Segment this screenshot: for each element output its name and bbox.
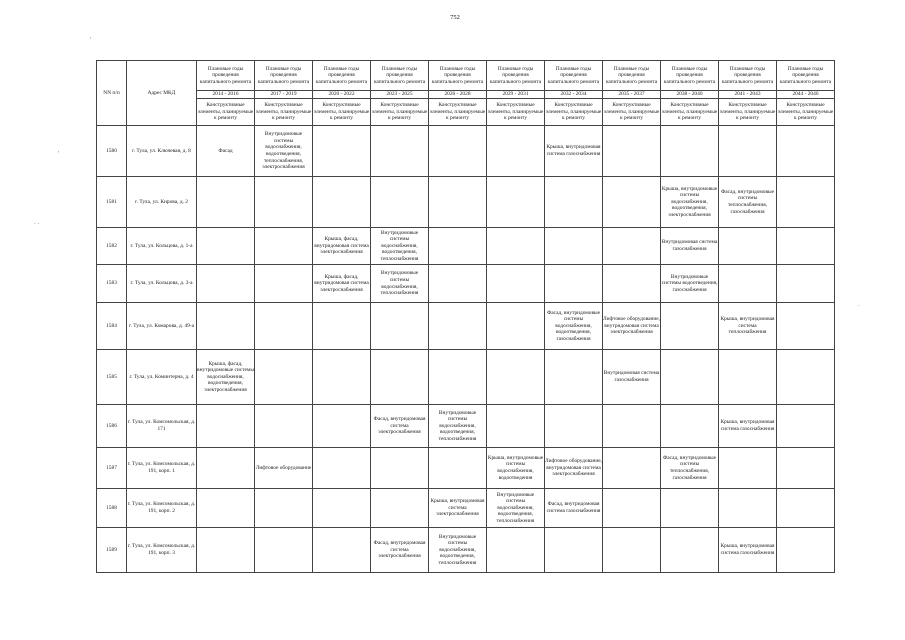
table-cell bbox=[603, 448, 661, 489]
table-cell: Крыша, внутридомовые системы водоснабжения, водоотведения, электроснабжения bbox=[661, 177, 719, 228]
table-row bbox=[97, 177, 835, 228]
table-cell bbox=[197, 405, 255, 448]
row-address: г. Тула, ул. Комсомольская, д. 171 bbox=[127, 405, 197, 448]
col-header-elements: Конструктивные элементы, планируемые к ремонту bbox=[661, 99, 719, 126]
col-header-years: 2038 - 2040 bbox=[661, 91, 719, 99]
table-cell bbox=[313, 177, 371, 228]
row-address: г. Тула, ул. Кирова, д. 2 bbox=[127, 177, 197, 228]
table-cell: Внутридомовые системы водоснабжения, водоотведения, теплоснабжения, электроснабжения bbox=[255, 126, 313, 177]
table-cell bbox=[777, 448, 835, 489]
table-cell bbox=[777, 528, 835, 573]
scan-speck: . . bbox=[34, 218, 40, 226]
table-cell bbox=[197, 528, 255, 573]
row-number: 1580 bbox=[97, 126, 127, 177]
row-address: г. Тула, ул. Кольцова, д. 3-а bbox=[127, 265, 197, 303]
table-cell: Внутридомовая система газоснабжения bbox=[661, 228, 719, 265]
table-cell bbox=[545, 228, 603, 265]
col-header-period: Плановые годы проведения капитального ремонта bbox=[719, 61, 777, 91]
table-cell bbox=[371, 448, 429, 489]
table-cell bbox=[429, 228, 487, 265]
table-cell bbox=[603, 405, 661, 448]
table-cell bbox=[313, 528, 371, 573]
col-header-years: 2035 - 2037 bbox=[603, 91, 661, 99]
table-row bbox=[97, 405, 835, 448]
row-number: 1581 bbox=[97, 177, 127, 228]
table-cell bbox=[603, 126, 661, 177]
table-cell bbox=[255, 265, 313, 303]
col-header-years: 2026 - 2028 bbox=[429, 91, 487, 99]
table-row bbox=[97, 265, 835, 303]
table-cell bbox=[255, 489, 313, 528]
table-cell bbox=[197, 177, 255, 228]
table-cell bbox=[255, 350, 313, 405]
row-address: г. Тула, ул. Комсомольская, д. 191, корп. 2 bbox=[127, 489, 197, 528]
table-cell: Крыша, фасад, внутридомовая система электроснабжения bbox=[313, 228, 371, 265]
row-address: г. Тула, ул. Ключевая, д. 8 bbox=[127, 126, 197, 177]
table-cell: Фасад bbox=[197, 126, 255, 177]
table-cell bbox=[661, 405, 719, 448]
row-number: 1584 bbox=[97, 303, 127, 350]
row-number: 1589 bbox=[97, 528, 127, 573]
table-cell bbox=[603, 265, 661, 303]
row-number: 1585 bbox=[97, 350, 127, 405]
table-cell: Внутридомовые системы водоснабжения, водоотведения, теплоснабжения bbox=[487, 489, 545, 528]
table-cell: Фасад, внутридомовая система электроснабжения bbox=[371, 405, 429, 448]
row-number: 1582 bbox=[97, 228, 127, 265]
table-cell bbox=[661, 350, 719, 405]
col-header-period: Плановые годы проведения капитального ремонта bbox=[661, 61, 719, 91]
table-cell bbox=[661, 303, 719, 350]
col-header-years: 2017 - 2019 bbox=[255, 91, 313, 99]
table-cell: Фасад, внутридомовые системы теплоснабжения, газоснабжения bbox=[661, 448, 719, 489]
col-header-elements: Конструктивные элементы, планируемые к ремонту bbox=[429, 99, 487, 126]
table-cell bbox=[777, 265, 835, 303]
col-header-years: 2044 - 2046 bbox=[777, 91, 835, 99]
col-header-elements: Конструктивные элементы, планируемые к ремонту bbox=[719, 99, 777, 126]
table-cell bbox=[487, 303, 545, 350]
table-cell bbox=[313, 405, 371, 448]
row-address: г. Тула, ул. Кольцова, д. 1-а bbox=[127, 228, 197, 265]
table-cell bbox=[545, 350, 603, 405]
table-cell bbox=[429, 350, 487, 405]
table-cell bbox=[197, 489, 255, 528]
table-cell bbox=[545, 405, 603, 448]
col-header-years: 2023 - 2025 bbox=[371, 91, 429, 99]
col-header-period: Плановые годы проведения капитального ремонта bbox=[429, 61, 487, 91]
table-cell bbox=[777, 126, 835, 177]
table-row bbox=[97, 528, 835, 573]
col-header-years: 2020 - 2022 bbox=[313, 91, 371, 99]
table-cell bbox=[545, 265, 603, 303]
table-cell bbox=[255, 303, 313, 350]
col-header-elements: Конструктивные элементы, планируемые к ремонту bbox=[371, 99, 429, 126]
table-cell bbox=[487, 228, 545, 265]
table-cell: Внутридомовые системы водоотведения, газоснабжения bbox=[661, 265, 719, 303]
col-header-years: 2041 - 2043 bbox=[719, 91, 777, 99]
table-cell bbox=[313, 350, 371, 405]
table-cell bbox=[487, 177, 545, 228]
table-cell: Лифтовое оборудование, внутридомовая система электроснабжения bbox=[545, 448, 603, 489]
row-address: г. Тула, ул. Комарова, д. 49-а bbox=[127, 303, 197, 350]
col-header-period: Плановые годы проведения капитального ремонта bbox=[313, 61, 371, 91]
table-cell bbox=[313, 303, 371, 350]
table-row bbox=[97, 489, 835, 528]
table-cell bbox=[429, 126, 487, 177]
scan-speck: . bbox=[858, 300, 860, 308]
table-cell: Крыша, фасад, внутридомовая система электроснабжения bbox=[313, 265, 371, 303]
table-cell bbox=[197, 448, 255, 489]
table-cell bbox=[603, 489, 661, 528]
col-header-years: 2029 - 2031 bbox=[487, 91, 545, 99]
table-cell bbox=[545, 177, 603, 228]
col-header-elements: Конструктивные элементы, планируемые к ремонту bbox=[255, 99, 313, 126]
table-cell bbox=[313, 489, 371, 528]
table-cell: Лифтовое оборудование, внутридомовая система электроснабжения bbox=[603, 303, 661, 350]
table-cell bbox=[255, 405, 313, 448]
row-number: 1587 bbox=[97, 448, 127, 489]
table-cell bbox=[255, 177, 313, 228]
table-cell bbox=[255, 528, 313, 573]
table-cell: Фасад, внутридомовые системы водоснабжения, водоотведения, газоснабжения bbox=[545, 303, 603, 350]
table-cell bbox=[603, 528, 661, 573]
table-cell bbox=[719, 126, 777, 177]
table-cell bbox=[487, 265, 545, 303]
col-header-elements: Конструктивные элементы, планируемые к ремонту bbox=[777, 99, 835, 126]
table-cell bbox=[429, 448, 487, 489]
table-row bbox=[97, 303, 835, 350]
row-number: 1586 bbox=[97, 405, 127, 448]
table-cell bbox=[197, 228, 255, 265]
table-cell bbox=[777, 405, 835, 448]
table-cell bbox=[255, 228, 313, 265]
table-cell bbox=[719, 228, 777, 265]
table-cell bbox=[603, 177, 661, 228]
col-header-elements: Конструктивные элементы, планируемые к ремонту bbox=[313, 99, 371, 126]
col-header-years: 2032 - 2034 bbox=[545, 91, 603, 99]
table-cell bbox=[777, 350, 835, 405]
page-number: 752 bbox=[450, 14, 460, 21]
row-address: г. Тула, ул. Комсомольская, д. 191, корп. 3 bbox=[127, 528, 197, 573]
table-cell: Внутридомовые системы водоснабжения, водоотведения, теплоснабжения bbox=[429, 405, 487, 448]
table-cell bbox=[545, 528, 603, 573]
table-cell: Внутридомовая система газоснабжения bbox=[603, 350, 661, 405]
col-header-elements: Конструктивные элементы, планируемые к ремонту bbox=[197, 99, 255, 126]
table-cell: Крыша, фасад, внутридомовые системы водоснабжения, водоотведения, электроснабжения bbox=[197, 350, 255, 405]
col-header-elements: Конструктивные элементы, планируемые к ремонту bbox=[545, 99, 603, 126]
table-cell bbox=[313, 448, 371, 489]
col-header-period: Плановые годы проведения капитального ремонта bbox=[255, 61, 313, 91]
scan-speck: ' bbox=[58, 150, 60, 158]
col-header-elements: Конструктивные элементы, планируемые к ремонту bbox=[487, 99, 545, 126]
col-header-period: Плановые годы проведения капитального ремонта bbox=[777, 61, 835, 91]
table-row bbox=[97, 126, 835, 177]
table-row bbox=[97, 350, 835, 405]
table-cell: Крыша, внутридомовая система газоснабжения bbox=[719, 405, 777, 448]
table-cell: Крыша, внутридомовая система теплоснабжения bbox=[719, 303, 777, 350]
table-cell bbox=[371, 489, 429, 528]
table-cell bbox=[603, 228, 661, 265]
table-cell bbox=[197, 265, 255, 303]
col-header-period: Плановые годы проведения капитального ремонта bbox=[197, 61, 255, 91]
table-cell: Крыша, внутридомовая система газоснабжения bbox=[719, 528, 777, 573]
table-row bbox=[97, 228, 835, 265]
row-number: 1588 bbox=[97, 489, 127, 528]
table-cell bbox=[313, 126, 371, 177]
table-cell bbox=[371, 177, 429, 228]
col-header-elements: Конструктивные элементы, планируемые к ремонту bbox=[603, 99, 661, 126]
table-cell bbox=[777, 228, 835, 265]
scan-speck: ' bbox=[90, 36, 92, 44]
repair-schedule-table bbox=[96, 60, 835, 573]
col-header-period: Плановые годы проведения капитального ремонта bbox=[487, 61, 545, 91]
row-address: г. Тула, ул. Комсомольская, д. 191, корп. 1 bbox=[127, 448, 197, 489]
table-cell: Крыша, внутридомовая система газоснабжения bbox=[545, 126, 603, 177]
table-cell bbox=[487, 528, 545, 573]
table-cell: Фасад, внутридомовая система электроснабжения bbox=[371, 528, 429, 573]
table-cell bbox=[661, 489, 719, 528]
col-header-years: 2014 - 2016 bbox=[197, 91, 255, 99]
table-cell bbox=[777, 303, 835, 350]
table-cell bbox=[429, 265, 487, 303]
table-cell: Крыша, внутридомовая система электроснабжения bbox=[429, 489, 487, 528]
table-cell bbox=[371, 350, 429, 405]
table-cell bbox=[429, 303, 487, 350]
table-cell bbox=[371, 303, 429, 350]
table-row bbox=[97, 448, 835, 489]
row-address: г. Тула, ул. Коминтерна, д. 4 bbox=[127, 350, 197, 405]
row-number: 1583 bbox=[97, 265, 127, 303]
table-cell bbox=[661, 528, 719, 573]
table-cell: Фасад, внутридомовая система газоснабжения bbox=[545, 489, 603, 528]
table-cell: Лифтовое оборудование bbox=[255, 448, 313, 489]
table-cell: Внутридомовые системы водоснабжения, теплоснабжения bbox=[371, 265, 429, 303]
col-header-period: Плановые годы проведения капитального ремонта bbox=[603, 61, 661, 91]
table-cell bbox=[487, 405, 545, 448]
table-cell bbox=[719, 448, 777, 489]
table-cell: Крыша, внутридомовые системы водоснабжения, водоотведения bbox=[487, 448, 545, 489]
table-cell: Фасад, внутридомовые системы теплоснабжения, газоснабжения bbox=[719, 177, 777, 228]
col-header-period: Плановые годы проведения капитального ремонта bbox=[371, 61, 429, 91]
table-cell bbox=[719, 265, 777, 303]
table-cell: Внутридомовые системы водоснабжения, водоотведения, теплоснабжения bbox=[429, 528, 487, 573]
table-cell bbox=[197, 303, 255, 350]
table-cell: Внутридомовые системы водоснабжения, водоотведения, теплоснабжения bbox=[371, 228, 429, 265]
col-header-address: Адрес МКД bbox=[127, 61, 197, 126]
table-cell bbox=[429, 177, 487, 228]
table-cell bbox=[371, 126, 429, 177]
table-cell bbox=[719, 489, 777, 528]
table-cell bbox=[777, 177, 835, 228]
col-header-number: NN п/п bbox=[97, 61, 127, 126]
table-cell bbox=[487, 350, 545, 405]
table-cell bbox=[719, 350, 777, 405]
table-cell bbox=[661, 126, 719, 177]
table-cell bbox=[487, 126, 545, 177]
col-header-period: Плановые годы проведения капитального ремонта bbox=[545, 61, 603, 91]
table-cell bbox=[777, 489, 835, 528]
